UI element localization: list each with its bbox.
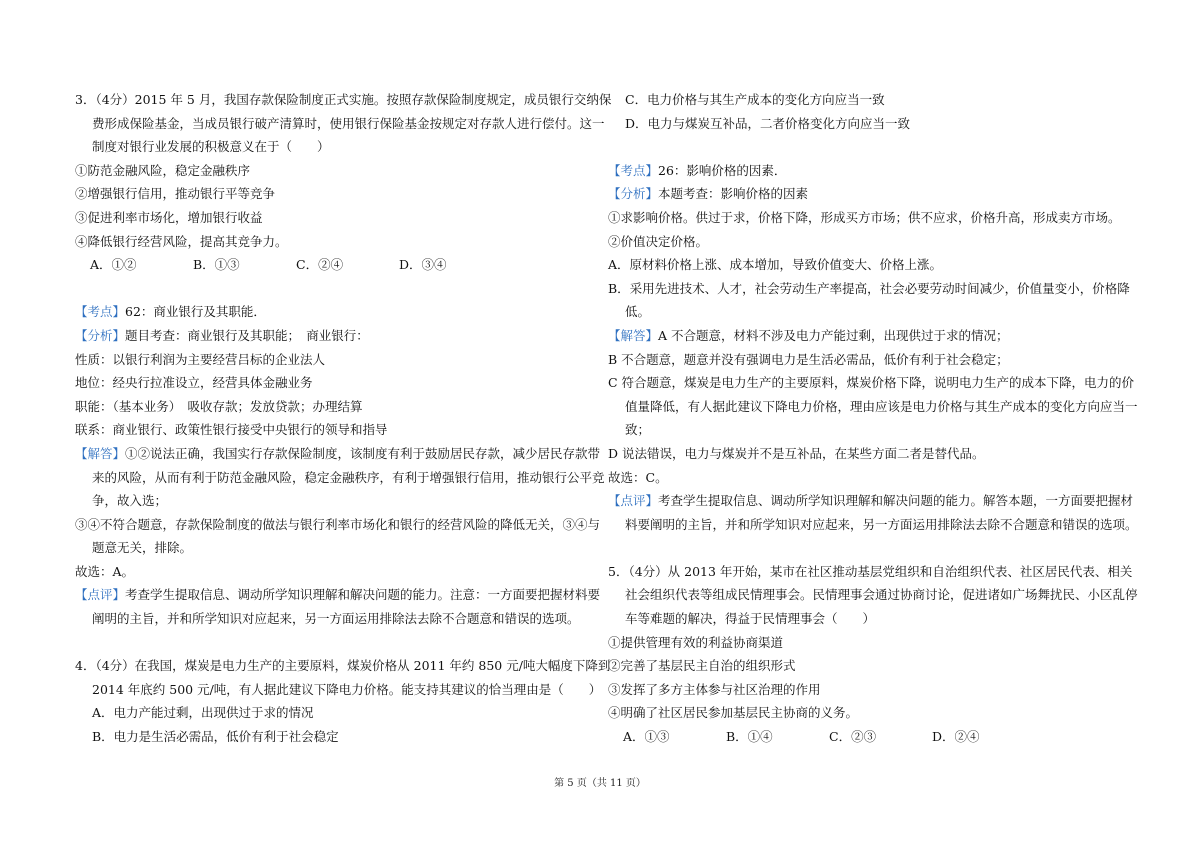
- q4-dianping-cont: 料要阐明的主旨，并和所学知识对应起来，另一方面运用排除法去除不合题意和错误的选项。: [625, 516, 1138, 532]
- dianping-text: 考查学生提取信息、调动所学知识理解和解决问题的能力。注意：一方面要把握材料要: [125, 587, 601, 603]
- q3-item-3: ③促进利率市场化，增加银行收益: [75, 209, 263, 225]
- fenxi-text: 题目考查：商业银行及其职能； 商业银行：: [125, 327, 369, 343]
- right-column: [608, 88, 1138, 749]
- dianping-tag: 【点评】: [608, 493, 659, 509]
- q3-jieda-more: ③④不符合题意，存款保险制度的做法与银行利率市场化和银行的经营风险的降低无关，③④与: [75, 516, 601, 532]
- jieda-text: ①②说法正确，我国实行存款保险制度，该制度有利于鼓励居民存款，减少居民存款带: [125, 445, 601, 461]
- q3-dianping: [75, 583, 601, 607]
- kaodian-tag: 【考点】: [75, 304, 126, 320]
- q3-jieda: [75, 442, 601, 466]
- q5-option-c: C．②③: [829, 729, 877, 745]
- q4-analysis-line-1: ①求影响价格。供过于求，价格下降，形成买方市场；供不应求，价格升高，形成卖方市场。: [608, 209, 1121, 225]
- q3-option-d: D．③④: [399, 257, 447, 273]
- kaodian-text: 62：商业银行及其职能．: [125, 304, 266, 320]
- q5-option-a: A．①③: [623, 729, 670, 745]
- q4-analysis-line-4-cont: 低。: [625, 304, 651, 320]
- left-column: [75, 88, 612, 749]
- q5-stem-line-1: 5．（4分）从 2013 年开始，某市在社区推动基层党组织和自治组织代表、社区居民代表、相关: [608, 563, 1133, 579]
- q4-jieda-c-1: C 符合题意，煤炭是电力生产的主要原料，煤炭价格下降，说明电力生产的成本下降，电力的价: [608, 375, 1135, 391]
- spacer: [75, 631, 595, 655]
- q3-stem-line-3: 制度对银行业发展的积极意义在于（ ）: [92, 139, 330, 155]
- jieda-text: A 不合题意，材料不涉及电力产能过剩，出现供过于求的情况；: [658, 327, 1009, 343]
- q5-item-2: ②完善了基层民主自治的组织形式: [608, 658, 796, 674]
- q3-item-1: ①防范金融风险，稳定金融秩序: [75, 162, 251, 178]
- q3-option-b: B．①③: [193, 257, 240, 273]
- q4-stem-line-2: 2014 年底约 500 元/吨，有人据此建议下降电力价格。能支持其建议的恰当理由是（ ）: [92, 681, 602, 697]
- q4-kaodian: [608, 159, 1128, 183]
- q4-option-a: A．电力产能过剩，出现供过于求的情况: [92, 705, 314, 721]
- q4-option-d: D．电力与煤炭互补品，二者价格变化方向应当一致: [625, 115, 911, 131]
- q4-option-c: C．电力价格与其生产成本的变化方向应当一致: [625, 92, 885, 107]
- dianping-text: 考查学生提取信息、调动所学知识理解和解决问题的能力。解答本题，一方面要把握材: [658, 493, 1134, 509]
- q3-options: [75, 253, 595, 277]
- q4-jieda: [608, 324, 1128, 348]
- page-footer: 第 5 页（共 11 页）: [554, 778, 646, 789]
- q3-stem-line-1: 3．（4分）2015 年 5 月，我国存款保险制度正式实施。按照存款保险制度规定，成员银行交纳保: [75, 92, 612, 107]
- q3-conclusion: 故选：A。: [75, 563, 135, 579]
- jieda-tag: 【解答】: [75, 445, 126, 461]
- q4-jieda-c-2: 值量降低，有人据此建议下降电力价格，理由应该是电力价格与其生产成本的变化方向应当一: [625, 398, 1138, 414]
- q5-stem-line-3: 车等难题的解决，得益于民情理事会（ ）: [625, 611, 876, 627]
- q5-option-b: B．①④: [726, 729, 773, 745]
- q3-item-2: ②增强银行信用，推动银行平等竞争: [75, 186, 276, 202]
- q4-fenxi: [608, 182, 1128, 206]
- q3-jieda-more-cont: 题意无关，排除。: [92, 540, 193, 556]
- q3-jieda-cont-1: 来的风险，从而有利于防范金融风险，稳定金融秩序，有利于增强银行信用，推动银行公平竞: [92, 469, 605, 485]
- q3-jieda-cont-2: 争，故入选；: [92, 493, 168, 509]
- q3-analysis-line-1: 性质：以银行利润为主要经营吕标的企业法人: [75, 351, 326, 367]
- q3-stem-line-2: 费形成保险基金，当成员银行破产清算时，使用银行保险基金按规定对存款人进行偿付。这一: [92, 115, 605, 131]
- fenxi-text: 本题考查：影响价格的因素: [658, 186, 809, 202]
- q5-item-3: ③发挥了多方主体参与社区治理的作用: [608, 681, 821, 697]
- q5-stem-line-2: 社会组织代表等组成民情理事会。民情理事会通过协商讨论，促进诸如广场舞扰民、小区乱停: [625, 587, 1138, 603]
- jieda-tag: 【解答】: [608, 327, 659, 343]
- q4-stem-line-1: 4．（4分）在我国，煤炭是电力生产的主要原料，煤炭价格从 2011 年约 850 元/吨大幅度下降到: [75, 658, 611, 674]
- q5-item-1: ①提供管理有效的利益协商渠道: [608, 634, 784, 650]
- spacer: [75, 277, 595, 301]
- q3-option-a: A．①②: [90, 257, 137, 273]
- spacer: [608, 135, 1128, 159]
- q4-option-b: B．电力是生活必需品，低价有利于社会稳定: [92, 729, 339, 745]
- q3-kaodian: [75, 300, 595, 324]
- kaodian-tag: 【考点】: [608, 162, 659, 178]
- q4-jieda-d: D 说法错误，电力与煤炭并不是互补品，在某些方面二者是替代品。: [608, 445, 985, 461]
- spacer: [608, 536, 1128, 560]
- q3-fenxi: [75, 324, 595, 348]
- q4-analysis-line-3: A．原材料价格上涨、成本增加，导致价值变大、价格上涨。: [608, 257, 943, 273]
- q3-analysis-line-3: 职能：（基本业务） 吸收存款；发放贷款；办理结算: [75, 398, 363, 414]
- q4-conclusion: 故选：C。: [608, 469, 668, 485]
- q3-dianping-cont: 阐明的主旨，并和所学知识对应起来，另一方面运用排除法去除不合题意和错误的选项。: [92, 611, 580, 627]
- q3-item-4: ④降低银行经营风险，提高其竞争力。: [75, 233, 288, 249]
- q5-options: [608, 725, 1128, 749]
- kaodian-text: 26：影响价格的因素．: [658, 162, 787, 178]
- fenxi-tag: 【分析】: [75, 327, 126, 343]
- q4-analysis-line-4: B．采用先进技术、人才，社会劳动生产率提高，社会必要劳动时间减少，价值量变小，价格降: [608, 280, 1130, 296]
- q4-jieda-c-3: 致；: [625, 422, 651, 438]
- q3-analysis-line-2: 地位：经央行拉准设立，经营具体金融业务: [75, 375, 313, 391]
- q4-dianping: [608, 489, 1134, 513]
- q3-analysis-line-4: 联系：商业银行、政策性银行接受中央银行的领导和指导: [75, 422, 388, 438]
- dianping-tag: 【点评】: [75, 587, 126, 603]
- q4-analysis-line-2: ②价值决定价格。: [608, 233, 709, 249]
- q5-option-d: D．②④: [932, 729, 980, 745]
- fenxi-tag: 【分析】: [608, 186, 659, 202]
- q5-item-4: ④明确了社区居民参加基层民主协商的义务。: [608, 705, 859, 721]
- q3-option-c: C．②④: [296, 257, 344, 273]
- q4-jieda-b: B 不合题意，题意并没有强调电力是生活必需品，低价有利于社会稳定；: [608, 351, 1009, 367]
